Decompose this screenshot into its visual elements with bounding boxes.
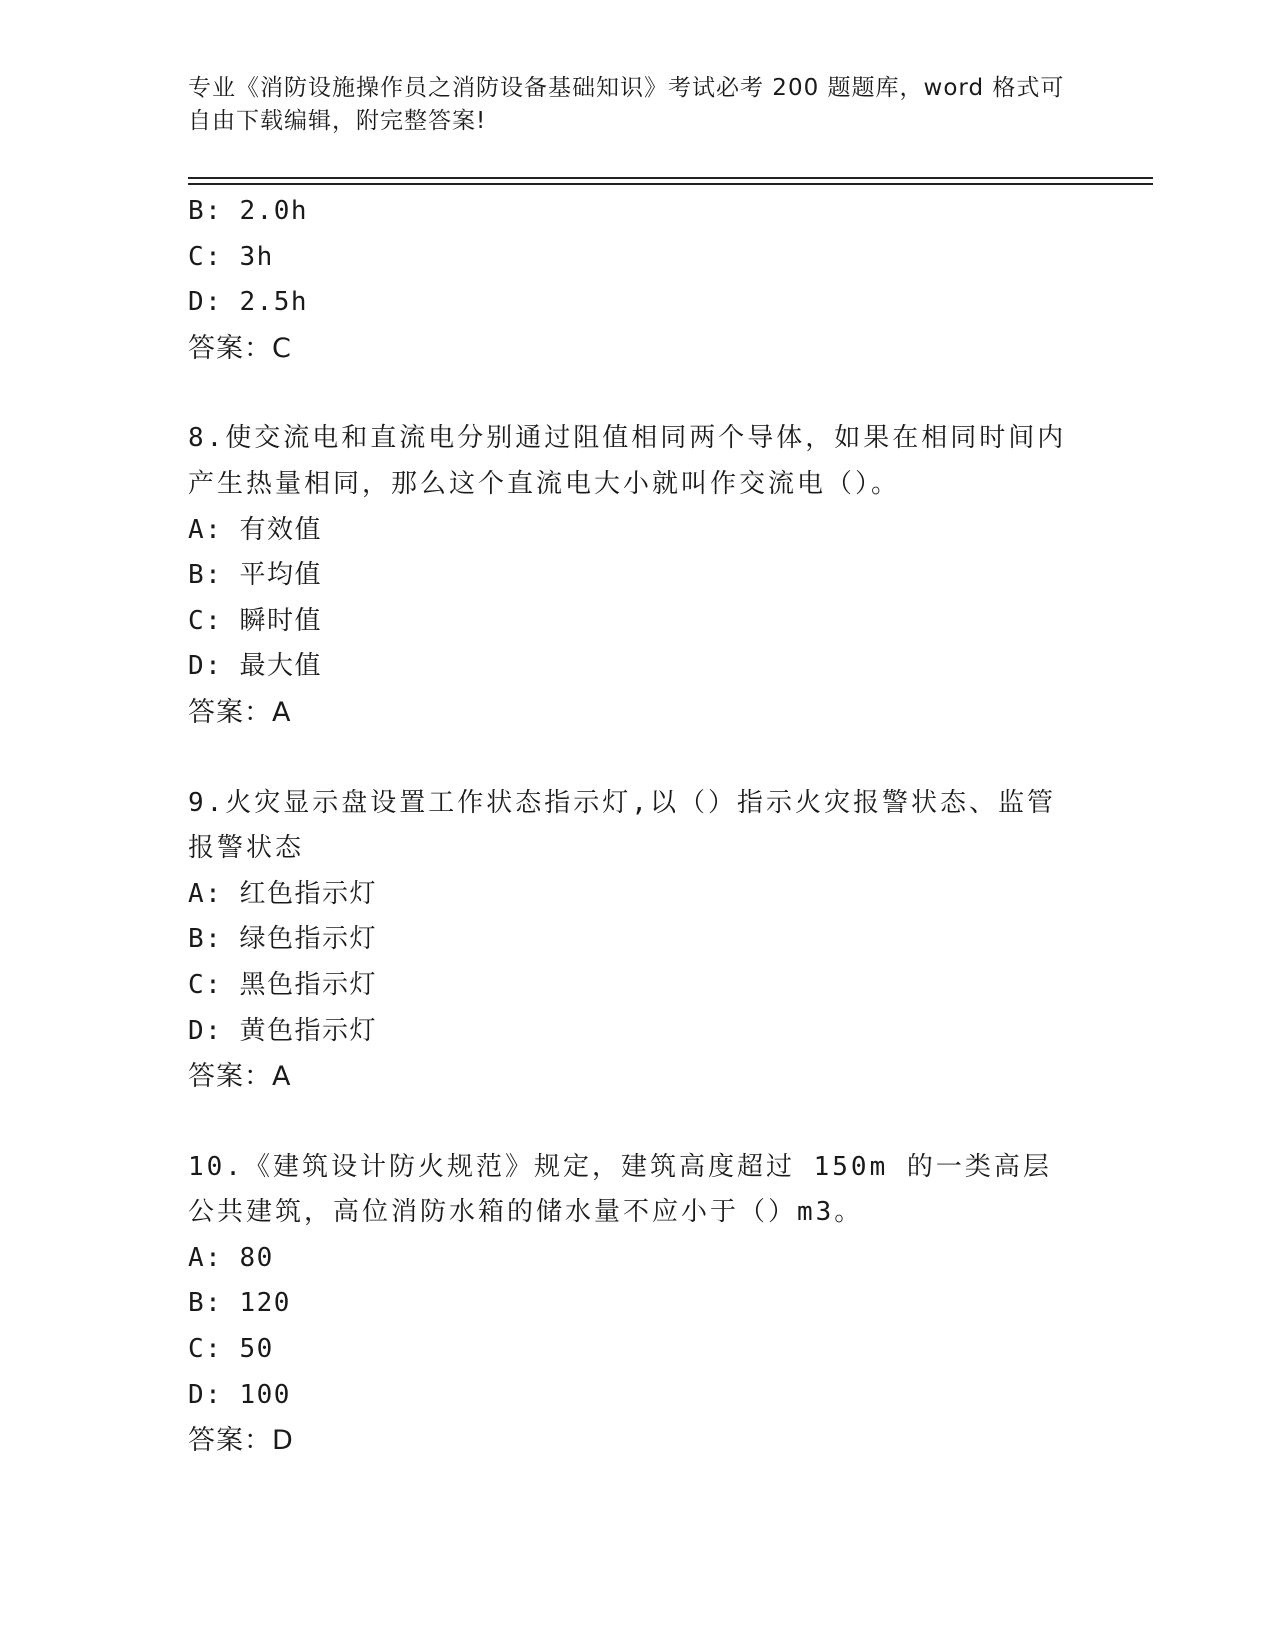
- question-block-9: [188, 781, 1088, 1100]
- question-block-8: [188, 416, 1088, 735]
- option-c: C: 瞬时值: [188, 605, 322, 636]
- option-a: A: 有效值: [188, 514, 322, 545]
- answer-text: 答案：A: [188, 696, 292, 728]
- question-block-10: [188, 1145, 1088, 1464]
- option-d: D: 100: [188, 1379, 291, 1410]
- option-c: C: 黑色指示灯: [188, 969, 377, 1000]
- option-a: A: 红色指示灯: [188, 878, 377, 909]
- header-divider-top: [188, 177, 1153, 179]
- option-c: C: 50: [188, 1334, 274, 1365]
- option-c: C: 3h: [188, 241, 274, 272]
- option-b: B: 绿色指示灯: [188, 924, 377, 955]
- option-d: D: 2.5h: [188, 287, 309, 318]
- option-a: A: 80: [188, 1242, 274, 1273]
- answer-text: 答案：A: [188, 1061, 292, 1093]
- question-block-prev: [188, 189, 1088, 371]
- question-text: 8.使交流电和直流电分别通过阻值相同两个导体，如果在相同时间内产生热量相同，那么这个直流电大小就叫作交流电（）。: [188, 423, 1067, 499]
- header-title-line-2: 自由下载编辑，附完整答案!: [188, 108, 487, 134]
- answer-text: 答案：D: [188, 1425, 294, 1457]
- option-b: B: 平均值: [188, 560, 322, 591]
- question-text: 10.《建筑设计防火规范》规定，建筑高度超过 150m 的一类高层公共建筑，高位消防水箱的储水量不应小于（）m3。: [188, 1151, 1052, 1228]
- option-d: D: 最大值: [188, 651, 322, 682]
- option-d: D: 黄色指示灯: [188, 1015, 377, 1046]
- option-b: B: 120: [188, 1288, 291, 1319]
- header-title-line-1: 专业《消防设施操作员之消防设备基础知识》考试必考 200 题题库，word 格式可: [188, 75, 1065, 101]
- header-divider-bottom: [188, 183, 1153, 185]
- question-list: [188, 189, 1088, 1464]
- document-header: [188, 72, 1068, 138]
- answer-text: 答案：C: [188, 332, 292, 364]
- option-b: B: 2.0h: [188, 196, 309, 226]
- question-text: 9.火灾显示盘设置工作状态指示灯,以（）指示火灾报警状态、监管报警状态: [188, 787, 1056, 864]
